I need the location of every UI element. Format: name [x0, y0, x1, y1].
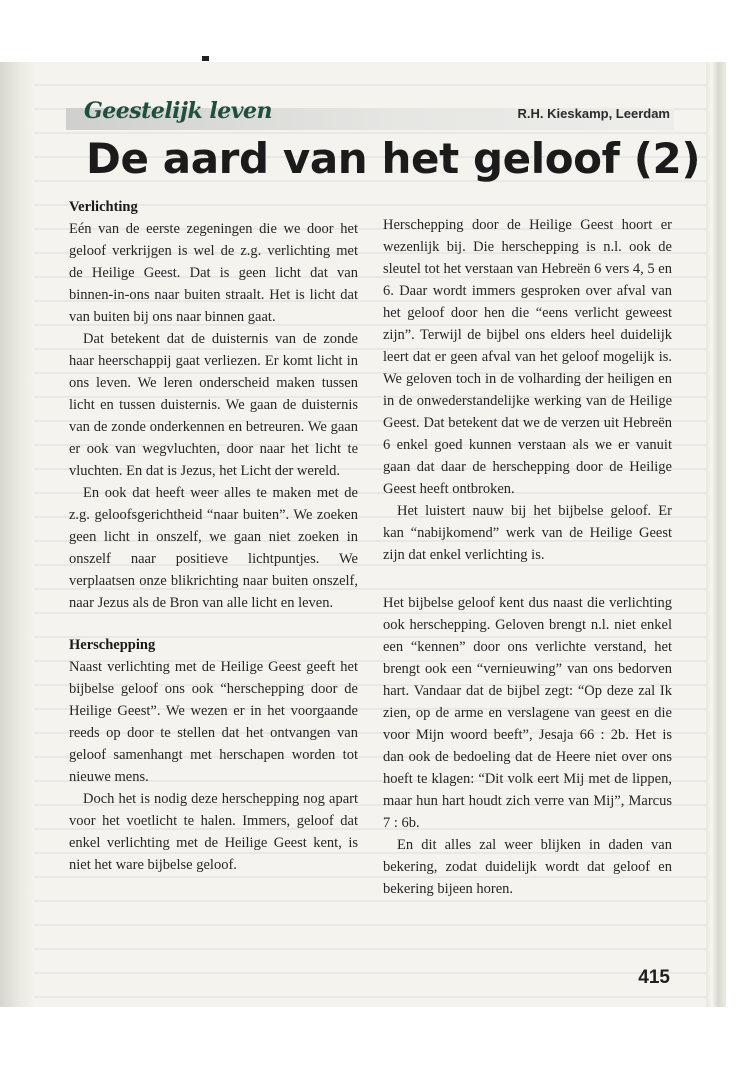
paragraph: Eén van de eerste zegeningen die we door het geloof verkrijgen is wel de z.g. verlichting met de Heilige Geest. Dat is geen licht dat van binnen-in-ons naar buiten straalt. Het is licht dat van buiten bij ons naar binnen gaat. — [69, 221, 358, 325]
page-number: 415 — [638, 967, 670, 988]
subheading-herschepping: Herschepping — [69, 637, 156, 653]
left-column — [69, 196, 358, 876]
article-title: De aard van het geloof (2) — [86, 134, 701, 183]
section-label: Geestelijk leven — [84, 98, 273, 124]
paragraph: Het bijbelse geloof kent dus naast die verlichting ook herschepping. Geloven brengt n.l. niet enkel een “kennen” door ons verlichte verstand, het brengt ook een “vernieuwing” van ons bedorven hart. Vandaar dat de bijbel zegt: “Op deze zal Ik zien, op de arme en verslagene van geest en die voor Mijn woord beeft”, Jesaja 66 : 2b. Het is dan ook de bedoeling dat de Heere niet over ons hoeft te klagen: “Dit volk eert Mij met de lippen, maar hun hart houdt zich verre van Mij”, Marcus 7 : 6b. — [383, 595, 672, 831]
page-edge-stack — [706, 62, 726, 1007]
binding-mark — [202, 56, 209, 61]
right-column — [383, 196, 672, 900]
paragraph: Het luistert nauw bij het bijbelse geloof. Er kan “nabijkomend” werk van de Heilige Geest zijn dat enkel verlichting is. — [383, 503, 672, 563]
magazine-page — [34, 62, 706, 1007]
binding-shadow — [0, 62, 34, 1007]
paragraph: Naast verlichting met de Heilige Geest geeft het bijbelse geloof ons ook “herschepping door de Heilige Geest”. We wezen er in het voorgaande reeds op door te stellen dat het ontvangen van geloof samenhangt met herschapen worden tot nieuwe mens. — [69, 659, 358, 785]
author-byline: R.H. Kieskamp, Leerdam — [517, 106, 670, 121]
paragraph: Herschepping door de Heilige Geest hoort er wezenlijk bij. Die herschepping is n.l. ook de sleutel tot het verstaan van Hebreën 6 vers 4, 5 en 6. Daar wordt immers gesproken over afval van het geloof door hen die “eens verlicht geweest zijn”. Terwijl de bijbel ons elders heel duidelijk leert dat er geen afval van het geloof mogelijk is. We geloven toch in de volharding der heiligen en in de onwederstandelijke werking van de Heilige Geest. Dat betekent dat we de verzen uit Hebreën 6 enkel goed kunnen verstaan als we er vanuit gaan dat daar de herschepping door de Heilige Geest heeft ontbroken. — [383, 217, 672, 497]
paragraph: Doch het is nodig deze herschepping nog apart voor het voetlicht te halen. Immers, geloof dat enkel verlichting met de Heilige Geest kent, is niet het ware bijbelse geloof. — [69, 791, 358, 873]
paragraph: En dit alles zal weer blijken in daden van bekering, zodat duidelijk wordt dat geloof en bekering bijeen horen. — [383, 837, 672, 897]
paragraph: Dat betekent dat de duisternis van de zonde haar heerschappij gaat verliezen. Er komt licht in ons leven. We leren onderscheid maken tussen licht en tussen duisternis. We gaan de duisternis van de zonde onderkennen en betreuren. We gaan er ook van wegvluchten, door naar het licht te vluchten. En dat is Jezus, het Licht der wereld. — [69, 331, 358, 479]
subheading-verlichting: Verlichting — [69, 199, 138, 215]
paragraph: En ook dat heeft weer alles te maken met de z.g. geloofsgerichtheid “naar buiten”. We zoeken geen licht in onszelf, we gaan niet zoeken in onszelf naar positieve lichtpuntjes. We verplaatsen onze blikrichting naar buiten onszelf, naar Jezus als de Bron van alle licht en leven. — [69, 485, 358, 611]
